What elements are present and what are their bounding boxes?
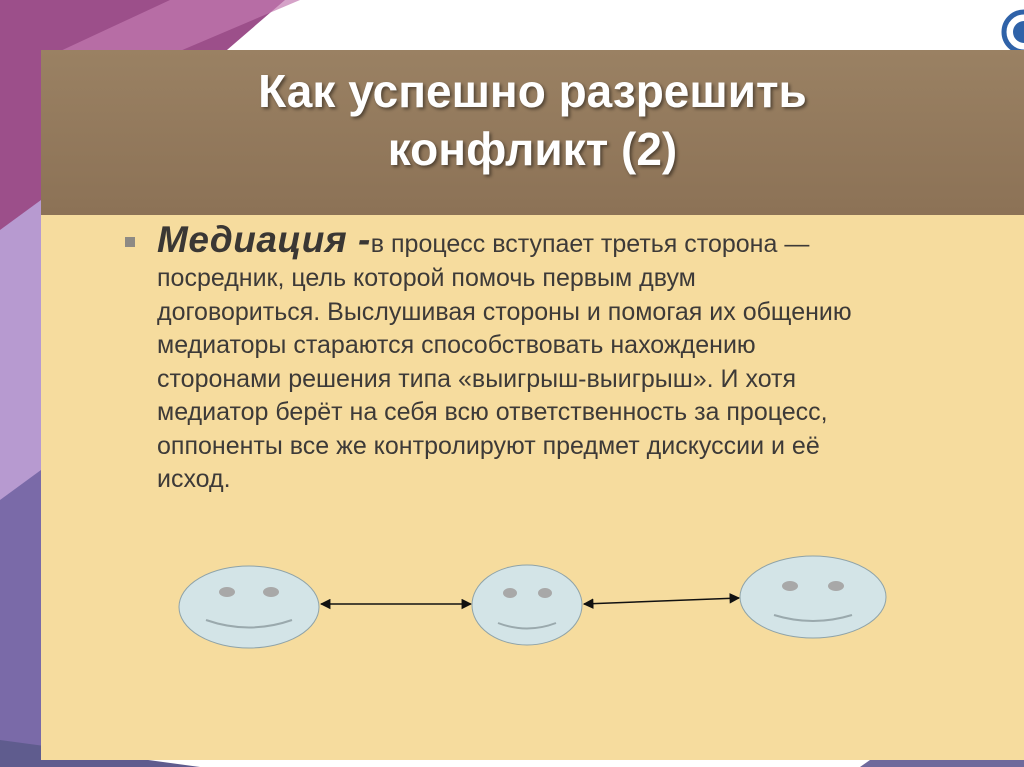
body-line-3: договориться. Выслушивая стороны и помогая их общению bbox=[157, 297, 852, 326]
slide-title-line-2: конфликт (2) bbox=[387, 123, 678, 175]
term-mediation: Медиация - bbox=[157, 219, 371, 260]
smiley-face-mediator bbox=[472, 565, 582, 645]
body-line-2: посредник, цель которой помочь первым двум bbox=[157, 264, 696, 292]
body-line-7: оппоненты все же контролируют предмет дискуссии и её bbox=[157, 431, 820, 460]
body-line-1: в процесс вступает третья сторона — bbox=[370, 230, 810, 258]
smiley-face-left bbox=[179, 566, 319, 648]
slide bbox=[41, 50, 1024, 760]
arrow-mediator-right bbox=[584, 598, 739, 604]
mediation-diagram bbox=[41, 50, 1024, 760]
logo-icon bbox=[990, 6, 1024, 52]
smiley-face-right bbox=[740, 556, 886, 638]
body-line-6: медиатор берёт на себя всю ответственность за процесс, bbox=[157, 398, 828, 426]
body-line-5: сторонами решения типа «выигрыш-выигрыш». И хотя bbox=[157, 364, 797, 393]
body-line-8: исход. bbox=[157, 465, 231, 493]
body-line-4: медиаторы стараются способствовать нахождению bbox=[157, 331, 756, 359]
slide-title-line-1: Как успешно разрешить bbox=[258, 65, 807, 117]
